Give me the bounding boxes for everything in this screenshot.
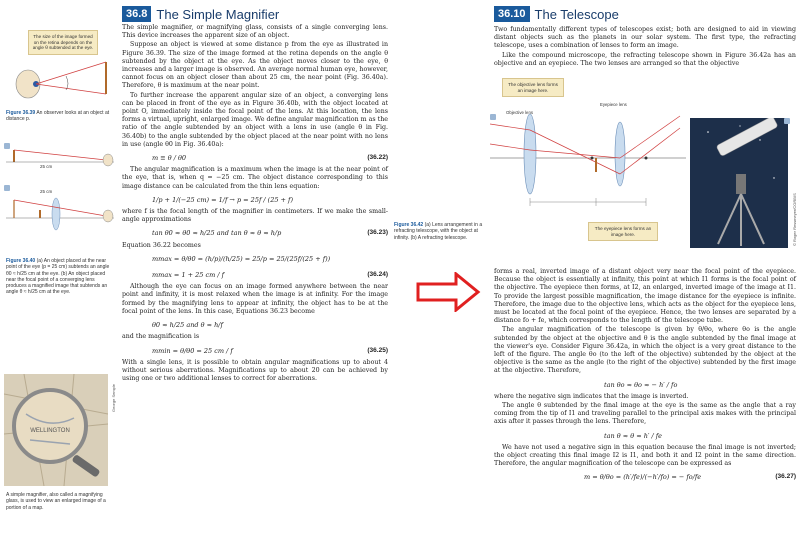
equation-36-25	[122, 343, 388, 359]
figure-36-42-label: Figure 36.42	[394, 222, 424, 228]
red-right-arrow-icon	[416, 272, 482, 312]
figure-36-40b-diagram	[6, 188, 116, 233]
figure-36-42-text: (a) Lens arrangement in a refracting telescope, with the object at infinity. (b) A refracting telescope.	[394, 222, 483, 241]
equation-text: mmax = 1 + 25 cm / f	[152, 271, 225, 280]
equation-number: (36.25)	[367, 346, 388, 354]
section-heading	[122, 6, 279, 22]
equation-number: (36.22)	[367, 154, 388, 162]
equation-36-22	[122, 150, 388, 166]
magnifier-photo-caption: A simple magnifier, also called a magnifying glass, is used to view an enlarged image of a portion of a map.	[6, 492, 106, 511]
equation-36-24	[122, 267, 388, 283]
section-number: 36.8	[122, 6, 151, 22]
figure-36-40a-diagram	[6, 148, 116, 170]
figure-36-39-caption	[6, 110, 116, 123]
paragraph: The angular magnification of the telescope is given by θ/θo, where θo is the angle subtended by the object at the objective and θ is the angle subtended by the final image at the viewer's eye. Consider Figure 36.42a, in which the object is a very great distance to the left of the figure. The angle θo (to the left of the objective) subtended by the object at the objective is the same as the angle (to the right of the objective) subtended by the first image at the objective. Therefore,	[494, 326, 796, 375]
figure-36-40-text: (a) An object placed at the near point of the eye (p = 25 cm) subtends an angle θ0 ≈ h/25 cm at the eye. (b) An object placed near the focal point of a converging lens produces a magnified image that subtends an angle θ ≈ h/25 cm at the eye.	[6, 258, 110, 296]
equation-tan-theta	[494, 428, 796, 444]
section-title: The Telescope	[534, 6, 619, 22]
paragraph: Suppose an object is viewed at some distance p from the eye as illustrated in Figure 36.39. The size of the image formed at the retina depends on the angle θ subtended by the object at the eye. As the object moves closer to the eye, θ increases and a larger image is observed. An average normal human eye, however, cannot focus on an object closer than about 25 cm, the near point (Fig. 36.40a). Therefore, θ is maximum at the near point.	[122, 41, 388, 90]
objective-note-box: The objective lens forms an image here.	[502, 78, 564, 97]
paragraph: Although the eye can focus on an image formed anywhere between the near point and infinity, it is most relaxed when the image is at infinity. For the image formed by the magnifying lens to appear at infinity, the object has to be at the focal point of the lens. In this case, Equations 36.23 become	[122, 283, 388, 315]
telescope-ray-diagram	[490, 98, 686, 242]
equation-tan-theta-o	[494, 377, 796, 393]
figure-36-42-caption	[394, 222, 484, 241]
telescope-photo	[690, 118, 788, 248]
section-heading	[494, 6, 619, 22]
equation-text: m ≡ θ / θ0	[152, 154, 187, 163]
distance-label-a: 25 cm	[40, 164, 53, 169]
figure-36-40-label: Figure 36.40	[6, 258, 36, 264]
paragraph: The angular magnification is a maximum when the image is at the near point of the eye, that is, when q = −25 cm. The object distance corresponding to this image distance can be calculated from the thin lens equation:	[122, 166, 388, 190]
magnifier-photo	[4, 374, 108, 486]
equation-text: m = θ/θo = (h′/fe)/(−h′/fo) = − fo/fe	[584, 473, 702, 482]
figure-part-b-icon	[784, 118, 790, 124]
map-word: WELLINGTON	[30, 428, 70, 434]
paragraph: With a single lens, it is possible to obtain angular magnifications up to about 4 without serious aberrations. Magnifications up to about 20 can be achieved by using one or two additional lenses to correct for aberrations.	[122, 358, 388, 383]
photo-credit-left: George Semple	[111, 383, 116, 412]
equation-text: θ0 ≈ h/25 and θ ≈ h/f	[152, 321, 223, 330]
equation-number: (36.27)	[775, 473, 796, 481]
eyepiece-lens-label: Eyepiece lens	[600, 102, 627, 107]
distance-label-b: 25 cm	[40, 189, 53, 194]
right-text-top	[494, 26, 796, 69]
figure-36-39-text: An observer looks at an object at distance p.	[6, 110, 110, 123]
paragraph: Equation 36.22 becomes	[122, 241, 201, 249]
equation-text: tan θ0 ≈ θ0 ≈ h/25 and tan θ ≈ θ ≈ h/p	[152, 229, 282, 238]
left-page	[0, 0, 392, 549]
objective-lens-label: Objective lens	[506, 110, 533, 115]
equation-text: tan θ ≈ θ ≈ h′ / fe	[604, 431, 662, 440]
photo-credit-right: © Roger Ressmeyer/CORBIS	[792, 193, 797, 246]
left-text-column	[122, 24, 388, 384]
paragraph: The angle θ subtended by the final image at the eye is the same as the angle that a ray coming from the tip of I1 and traveling parallel to the principal axis makes with the principal axis after it passes through the lens. Therefore,	[494, 402, 796, 426]
paragraph: We have not used a negative sign in this equation because the final image is not inverted; the object creating this final image I2 is I1, and both it and I2 point in the same direction. Therefore, the angular magnification of the telescope can be expressed as	[494, 443, 796, 468]
equation-number: (36.24)	[367, 271, 388, 279]
paragraph: where f is the focal length of the magnifier in centimeters. If we make the small-angle approximations	[122, 208, 388, 224]
equation-infinity	[122, 317, 388, 333]
paragraph: and the magnification is	[122, 333, 200, 341]
paragraph: Like the compound microscope, the refracting telescope shown in Figure 36.42a has an objective and an eyepiece. The two lenses are arranged so that the objective	[494, 51, 796, 67]
equation-36-27	[494, 469, 796, 485]
paragraph: Two fundamentally different types of telescopes exist; both are designed to aid in viewing distant objects such as the planets in our solar system. The first type, the refracting telescope, uses a combination of lenses to form an image.	[494, 26, 796, 50]
equation-text: tan θo ≈ θo ≈ − h′ / fo	[604, 380, 678, 389]
figure-36-39-label: Figure 36.39	[6, 110, 36, 116]
eyepiece-note-box: The eyepiece lens forms an image here.	[588, 222, 658, 241]
paragraph: The simple magnifier, or magnifying glass, consists of a single converging lens. This device increases the apparent size of an object.	[122, 24, 388, 40]
equation-thin-lens	[122, 192, 388, 208]
right-text-column	[494, 268, 796, 486]
paragraph: where the negative sign indicates that the image is inverted.	[494, 392, 689, 400]
equation-mmax-derivation	[122, 251, 388, 267]
section-number: 36.10	[494, 6, 530, 22]
equation-text: mmax = θ/θ0 = (h/p)/(h/25) = 25/p = 25/(25f/(25 + f))	[152, 254, 331, 263]
figure-36-39-diagram	[6, 54, 116, 110]
equation-36-23	[122, 225, 388, 241]
figure-36-40-caption	[6, 258, 116, 296]
paragraph: forms a real, inverted image of a distant object very near the focal point of the eyepiece. Because the object is essentially at infinity, this point at which I1 forms is the focal point of the objective. The eyepiece then forms, at I2, an enlarged, inverted image of the image at I1. To provide the largest possible magnification, the image distance for the eyepiece is infinite. Therefore, the image due to the objective lens, which acts as the object for the eyepiece lens, must be located at the focal point of the eyepiece. Hence, the two lenses are separated by a distance fo + fe, which corresponds to the length of the telescope tube.	[494, 268, 796, 325]
equation-text: mmin = θ/θ0 = 25 cm / f	[152, 346, 233, 355]
section-title: The Simple Magnifier	[156, 6, 280, 22]
figure-note-box: The size of the image formed on the retina depends on the angle θ subtended at the eye.	[28, 30, 98, 55]
equation-text: 1/p + 1/(−25 cm) = 1/f → p = 25f / (25 + f)	[152, 195, 294, 204]
equation-number: (36.23)	[367, 229, 388, 237]
paragraph: To further increase the apparent angular size of an object, a converging lens can be placed in front of the eye as in Figure 36.40b, with the object located at point O, immediately inside the focal point of the lens. At this location, the lens forms a virtual, upright, enlarged image. We define angular magnification m as the ratio of the angle subtended by an object with a lens in use (angle θ in Fig. 36.40b) to the angle subtended by the object placed at the near point with no lens in use (angle θ0 in Fig. 36.40a):	[122, 91, 388, 148]
